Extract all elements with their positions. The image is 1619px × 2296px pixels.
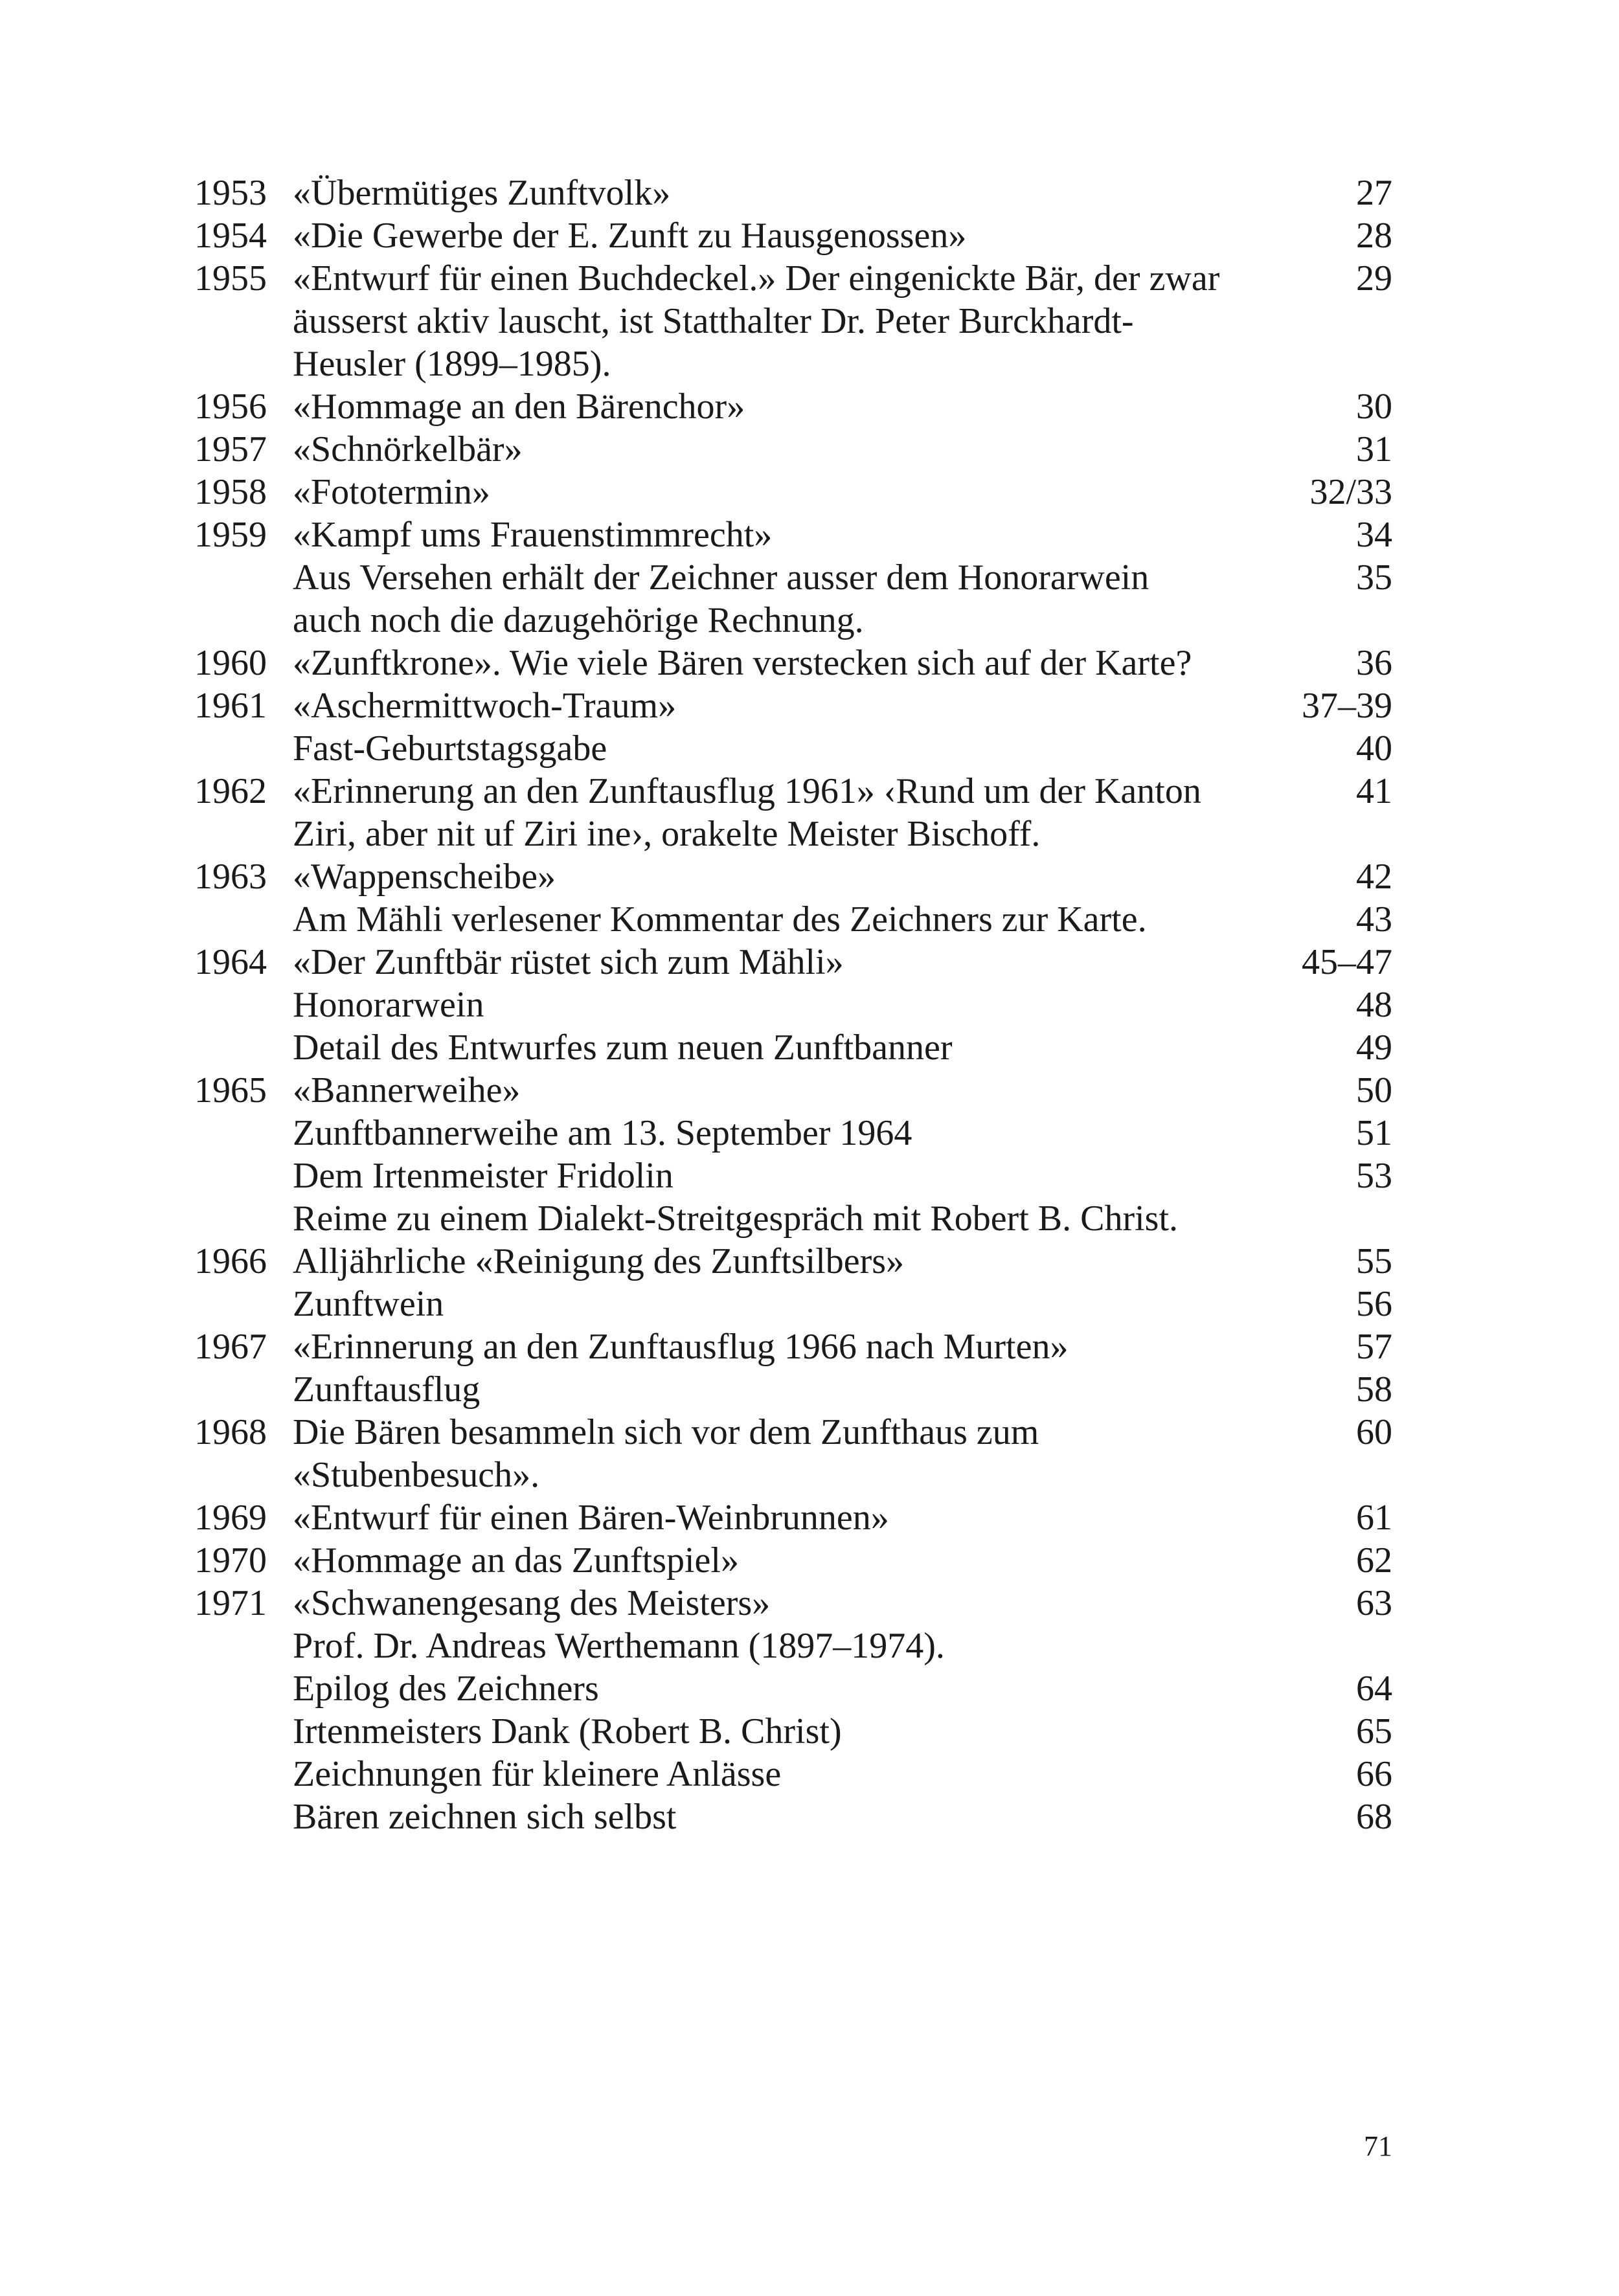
toc-entry — [194, 1795, 1392, 1838]
entry-title: «Entwurf für einen Bären-Weinbrunnen» — [293, 1498, 889, 1538]
toc-entry — [194, 1197, 1392, 1240]
entry-title: Reime zu einem Dialekt-Streitgespräch mit Robert B. Christ. — [293, 1199, 1179, 1239]
entry-title: Am Mähli verlesener Kommentar des Zeichners zur Karte. — [293, 899, 1147, 940]
toc-entry — [194, 1154, 1392, 1197]
entry-year: 1955 — [194, 258, 267, 298]
toc-entry — [194, 556, 1392, 642]
entry-page: 37–39 — [1302, 686, 1392, 726]
toc-entry — [194, 1539, 1392, 1582]
toc-entry — [194, 1325, 1392, 1368]
toc-entry — [194, 1411, 1392, 1496]
entry-year: 1971 — [194, 1583, 267, 1623]
entry-page: 62 — [1356, 1540, 1392, 1581]
entry-title: Bären zeichnen sich selbst — [293, 1797, 677, 1837]
toc-entry — [194, 1496, 1392, 1539]
toc-entry — [194, 257, 1392, 385]
entry-page: 61 — [1356, 1498, 1392, 1538]
toc-entry — [194, 471, 1392, 513]
entry-year: 1960 — [194, 643, 267, 683]
entry-year: 1965 — [194, 1070, 267, 1110]
entry-title: Zunftwein — [293, 1284, 444, 1324]
toc-entry — [194, 1710, 1392, 1753]
entry-title: «Bannerweihe» — [293, 1070, 521, 1110]
entry-page: 58 — [1356, 1369, 1392, 1410]
entry-page: 66 — [1356, 1754, 1392, 1794]
entry-title: «Fototermin» — [293, 472, 490, 512]
entry-page: 48 — [1356, 985, 1392, 1025]
entry-year: 1963 — [194, 857, 267, 897]
entry-year: 1958 — [194, 472, 267, 512]
entry-title: Zunftbannerweihe am 13. September 1964 — [293, 1113, 912, 1153]
entry-year: 1970 — [194, 1540, 267, 1581]
toc-entry — [194, 1368, 1392, 1411]
toc-entry — [194, 1753, 1392, 1795]
entry-page: 30 — [1356, 387, 1392, 427]
toc-entry — [194, 1026, 1392, 1069]
entry-page: 64 — [1356, 1669, 1392, 1709]
entry-title: Die Bären besammeln sich vor dem Zunfthaus zum «Stubenbesuch». — [293, 1412, 1039, 1495]
entry-page: 53 — [1356, 1156, 1392, 1196]
entry-page: 49 — [1356, 1028, 1392, 1068]
entry-year: 1967 — [194, 1327, 267, 1367]
toc-entry — [194, 855, 1392, 898]
entry-title: Fast-Geburtstagsgabe — [293, 728, 607, 769]
entry-page: 36 — [1356, 643, 1392, 683]
entry-title: «Erinnerung an den Zunftausflug 1966 nach Murten» — [293, 1327, 1069, 1367]
entry-title: Zeichnungen für kleinere Anlässe — [293, 1754, 782, 1794]
toc-entry — [194, 513, 1392, 556]
entry-title: «Schnörkelbär» — [293, 429, 523, 469]
toc-entry — [194, 984, 1392, 1026]
entry-page: 57 — [1356, 1327, 1392, 1367]
entry-year: 1954 — [194, 216, 267, 256]
entry-year: 1961 — [194, 686, 267, 726]
entry-page: 63 — [1356, 1583, 1392, 1623]
entry-title: «Aschermittwoch-Traum» — [293, 686, 677, 726]
entry-page: 45–47 — [1302, 942, 1392, 982]
entry-year: 1969 — [194, 1498, 267, 1538]
entry-title: Epilog des Zeichners — [293, 1669, 599, 1709]
entry-title: Honorarwein — [293, 985, 484, 1025]
entry-title: «Zunftkrone». Wie viele Bären verstecken sich auf der Karte? — [293, 643, 1192, 683]
toc-entry — [194, 898, 1392, 941]
toc-entry — [194, 1582, 1392, 1667]
entry-year: 1968 — [194, 1412, 267, 1452]
entry-page: 28 — [1356, 216, 1392, 256]
entry-title: Dem Irtenmeister Fridolin — [293, 1156, 674, 1196]
entry-page: 29 — [1356, 258, 1392, 298]
entry-year: 1956 — [194, 387, 267, 427]
entry-title: «Die Gewerbe der E. Zunft zu Hausgenossen» — [293, 216, 967, 256]
entry-page: 42 — [1356, 857, 1392, 897]
entry-page: 65 — [1356, 1711, 1392, 1751]
entry-page: 43 — [1356, 899, 1392, 940]
entry-page: 60 — [1356, 1412, 1392, 1452]
entry-page: 34 — [1356, 515, 1392, 555]
entry-page: 55 — [1356, 1241, 1392, 1281]
entry-page: 27 — [1356, 173, 1392, 213]
entry-title: Alljährliche «Reinigung des Zunftsilbers» — [293, 1241, 905, 1281]
toc-entry — [194, 385, 1392, 428]
toc-entry — [194, 727, 1392, 770]
entry-title: «Schwanengesang des Meisters» Prof. Dr. Andreas Werthemann (1897–1974). — [293, 1583, 945, 1666]
toc-entry — [194, 642, 1392, 684]
entry-page: 41 — [1356, 771, 1392, 811]
entry-title: Aus Versehen erhält der Zeichner ausser dem Honorarwein auch noch die dazugehörige Rechnung. — [293, 557, 1149, 640]
entry-title: «Hommage an das Zunftspiel» — [293, 1540, 739, 1581]
entry-page: 51 — [1356, 1113, 1392, 1153]
page-number: 71 — [1364, 2130, 1392, 2162]
toc-entry — [194, 941, 1392, 984]
toc-entry — [194, 1112, 1392, 1154]
entry-page: 35 — [1356, 557, 1392, 598]
toc-entry — [194, 684, 1392, 727]
entry-year: 1962 — [194, 771, 267, 811]
toc-entry — [194, 172, 1392, 214]
toc-entry — [194, 1069, 1392, 1112]
entry-title: «Der Zunftbär rüstet sich zum Mähli» — [293, 942, 844, 982]
entry-page: 32/33 — [1309, 472, 1392, 512]
toc-entry — [194, 428, 1392, 471]
entry-page: 40 — [1356, 728, 1392, 769]
table-of-contents — [194, 172, 1392, 1838]
entry-page: 50 — [1356, 1070, 1392, 1110]
entry-year: 1957 — [194, 429, 267, 469]
entry-title: «Entwurf für einen Buchdeckel.» Der eingenickte Bär, der zwar äusserst aktiv lauscht, ist Statthalter Dr. Peter Burckhardt- Heusler (1899–1985). — [293, 258, 1220, 384]
entry-title: «Hommage an den Bärenchor» — [293, 387, 745, 427]
entry-title: «Wappenscheibe» — [293, 857, 556, 897]
entry-title: «Erinnerung an den Zunftausflug 1961» ‹Rund um der Kanton Ziri, aber nit uf Ziri ine›, orakelte Meister Bischoff. — [293, 771, 1201, 854]
toc-entry — [194, 214, 1392, 257]
toc-entry — [194, 1283, 1392, 1325]
entry-title: «Kampf ums Frauenstimmrecht» — [293, 515, 773, 555]
toc-entry — [194, 770, 1392, 855]
entry-page: 68 — [1356, 1797, 1392, 1837]
entry-page: 56 — [1356, 1284, 1392, 1324]
entry-title: Irtenmeisters Dank (Robert B. Christ) — [293, 1711, 842, 1751]
entry-year: 1964 — [194, 942, 267, 982]
entry-page: 31 — [1356, 429, 1392, 469]
entry-title: Zunftausflug — [293, 1369, 481, 1410]
entry-year: 1953 — [194, 173, 267, 213]
toc-entry — [194, 1667, 1392, 1710]
toc-entry — [194, 1240, 1392, 1283]
entry-year: 1959 — [194, 515, 267, 555]
entry-title: «Übermütiges Zunftvolk» — [293, 173, 671, 213]
entry-year: 1966 — [194, 1241, 267, 1281]
entry-title: Detail des Entwurfes zum neuen Zunftbanner — [293, 1028, 953, 1068]
